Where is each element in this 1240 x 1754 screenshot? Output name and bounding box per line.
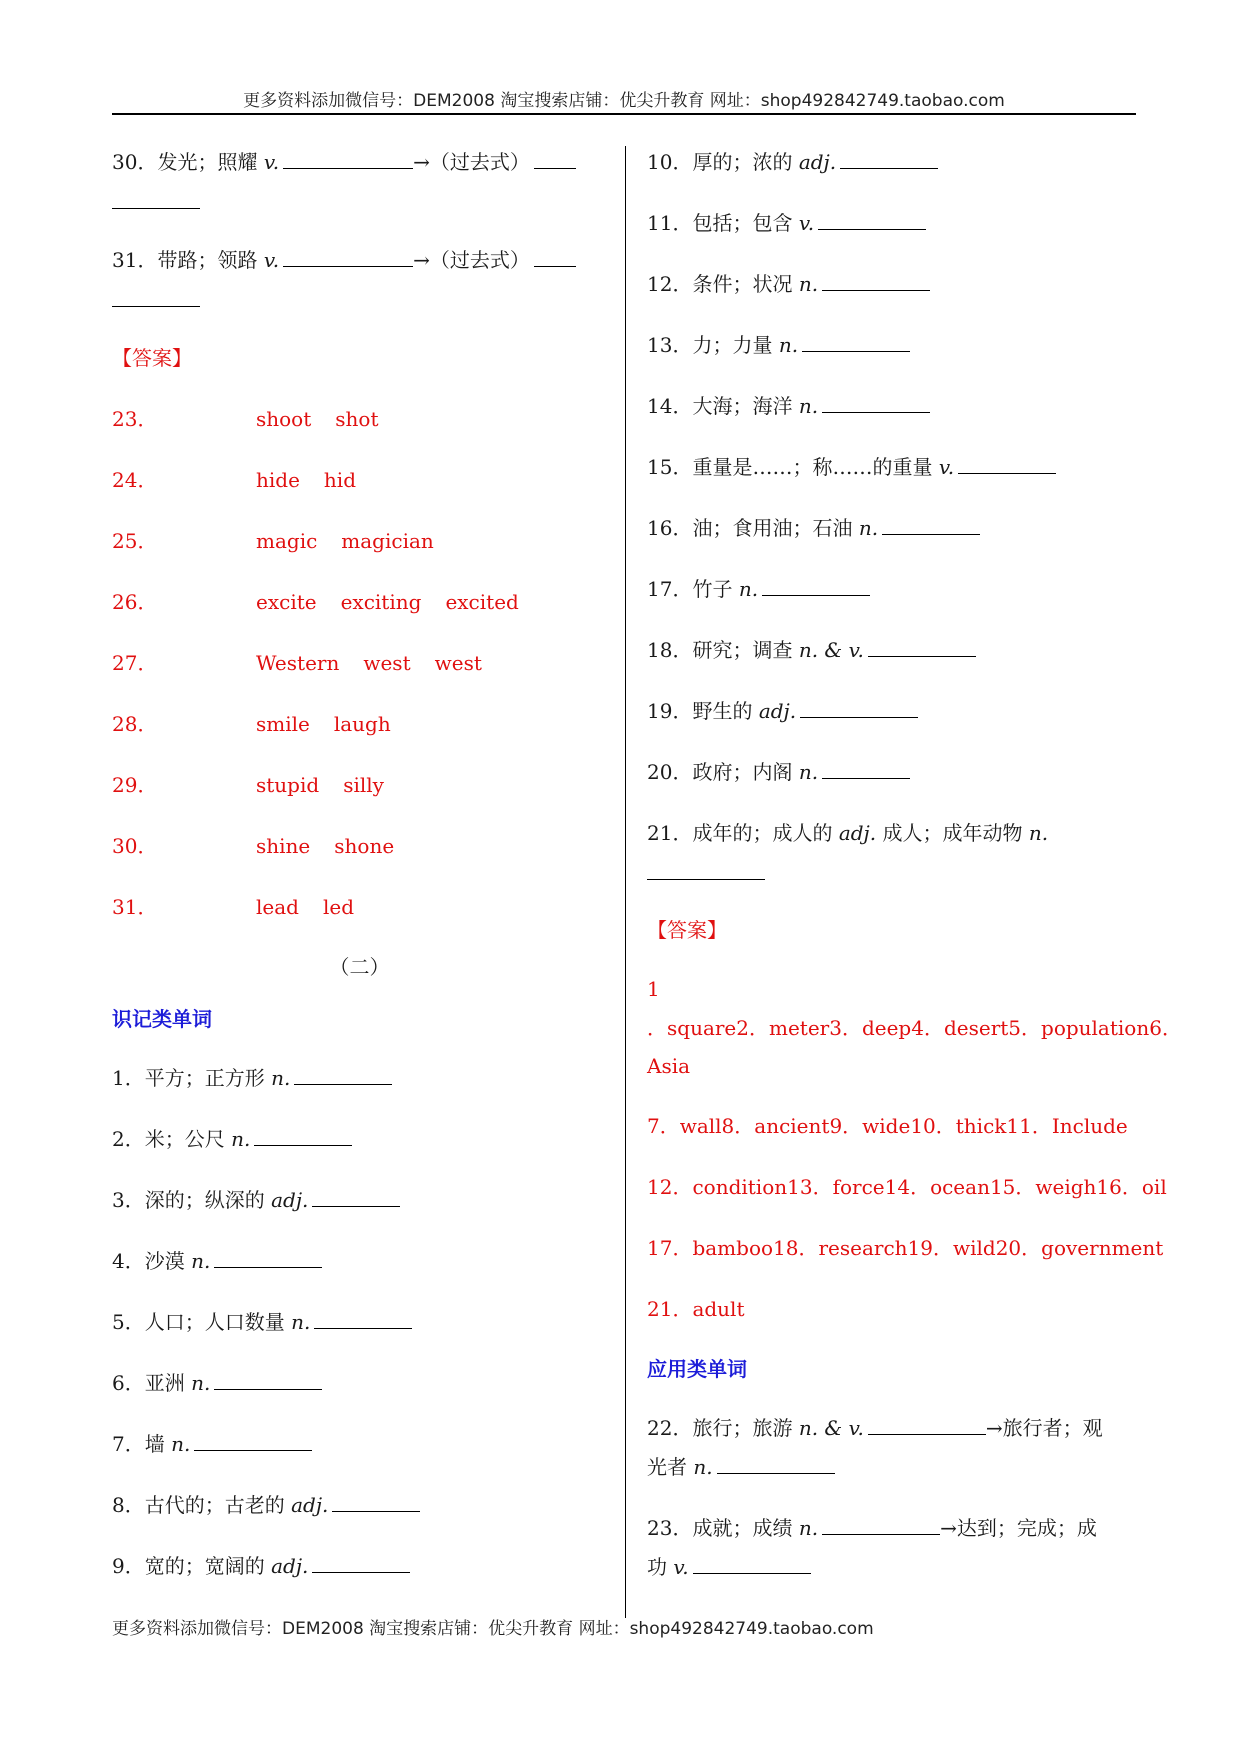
part-of-speech: v. bbox=[263, 248, 280, 272]
answer-blank[interactable] bbox=[822, 760, 910, 779]
question-number: 30． bbox=[112, 150, 158, 174]
vocab-item-22-continuation: 光者 n. bbox=[647, 1455, 835, 1479]
vocab-item: 10．厚的；浓的 adj. bbox=[647, 150, 938, 174]
answer-word: laugh bbox=[333, 712, 391, 736]
answer-blank[interactable] bbox=[332, 1493, 420, 1512]
answer-number: 29． bbox=[112, 773, 158, 797]
answer-label: 【答案】 bbox=[112, 346, 192, 370]
answer-blank[interactable] bbox=[882, 516, 980, 535]
answer-number: 28． bbox=[112, 712, 158, 736]
vocab-item-22: 22．旅行；旅游 n. & v. →旅行者；观 bbox=[647, 1416, 1103, 1440]
question-arrow-text: →（过去式） bbox=[413, 150, 530, 174]
question-text: 发光；照耀 bbox=[157, 150, 258, 174]
answer-word: excite bbox=[256, 590, 317, 614]
answer-blank[interactable] bbox=[312, 1554, 410, 1573]
answer-blank[interactable] bbox=[294, 1066, 392, 1085]
answer-blank[interactable] bbox=[534, 248, 576, 267]
vocab-item: 8．古代的；古老的 adj. bbox=[112, 1493, 420, 1517]
part-of-speech: v. bbox=[263, 150, 280, 174]
column-divider bbox=[625, 146, 626, 1618]
vocab-item: 2．米；公尺 n. bbox=[112, 1127, 352, 1151]
vocab-item-21-continuation bbox=[647, 861, 765, 885]
answer-word: led bbox=[322, 895, 355, 919]
vocab-item: 9．宽的；宽阔的 adj. bbox=[112, 1554, 410, 1578]
answer-word: west bbox=[363, 651, 411, 675]
answer-word: shoot bbox=[256, 407, 312, 431]
answer-blank[interactable] bbox=[693, 1555, 811, 1574]
answer-blank[interactable] bbox=[818, 211, 926, 230]
answer-word: excited bbox=[445, 590, 519, 614]
answer-line: 12．condition13．force14．ocean15．weigh16．oil bbox=[647, 1175, 1167, 1199]
answer-blank[interactable] bbox=[958, 455, 1056, 474]
vocab-item: 17．竹子 n. bbox=[647, 577, 870, 601]
header-rule bbox=[112, 113, 1136, 115]
vocab-item: 1．平方；正方形 n. bbox=[112, 1066, 392, 1090]
question-30-continuation bbox=[112, 190, 200, 214]
question-number: 31． bbox=[112, 248, 158, 272]
answer-blank[interactable] bbox=[840, 150, 938, 169]
answer-number: 31． bbox=[112, 895, 158, 919]
answer-blank[interactable] bbox=[283, 248, 413, 267]
answer-blank[interactable] bbox=[283, 150, 413, 169]
answer-word: stupid bbox=[256, 773, 320, 797]
answer-line: 7．wall8．ancient9．wide10．thick11．Include bbox=[647, 1114, 1128, 1138]
answer-line: Asia bbox=[647, 1054, 691, 1078]
answer-blank[interactable] bbox=[314, 1310, 412, 1329]
answer-blank[interactable] bbox=[647, 861, 765, 880]
answer-blank[interactable] bbox=[194, 1432, 312, 1451]
answer-blank[interactable] bbox=[534, 150, 576, 169]
answer-word: lead bbox=[256, 895, 299, 919]
vocab-item: 19．野生的 adj. bbox=[647, 699, 918, 723]
vocab-item: 12．条件；状况 n. bbox=[647, 272, 930, 296]
section-heading: 应用类单词 bbox=[647, 1357, 747, 1381]
answer-word: shot bbox=[335, 407, 379, 431]
answer-line: 17．bamboo18．research19．wild20．government bbox=[647, 1236, 1164, 1260]
answer-word: silly bbox=[343, 773, 384, 797]
answer-blank[interactable] bbox=[822, 272, 930, 291]
section-title: （二） bbox=[329, 955, 390, 979]
vocab-item: 5．人口；人口数量 n. bbox=[112, 1310, 412, 1334]
vocab-item: 18．研究；调查 n. & v. bbox=[647, 638, 976, 662]
answer-number: 27． bbox=[112, 651, 158, 675]
vocab-item: 14．大海；海洋 n. bbox=[647, 394, 930, 418]
answer-number: 23． bbox=[112, 407, 158, 431]
answer-number: 30． bbox=[112, 834, 158, 858]
answer-blank[interactable] bbox=[800, 699, 918, 718]
vocab-item: 16．油；食用油；石油 n. bbox=[647, 516, 980, 540]
answer-blank[interactable] bbox=[822, 1516, 940, 1535]
answer-blank[interactable] bbox=[254, 1127, 352, 1146]
page-footer: 更多资料添加微信号：DEM2008 淘宝搜索店铺：优尖升教育 网址：shop492842749.taobao.com bbox=[112, 1619, 874, 1639]
vocab-item: 15．重量是……；称……的重量 v. bbox=[647, 455, 1056, 479]
answer-blank[interactable] bbox=[802, 333, 910, 352]
answer-line: 21．adult bbox=[647, 1297, 745, 1321]
vocab-item: 4．沙漠 n. bbox=[112, 1249, 322, 1273]
answer-blank[interactable] bbox=[868, 1416, 986, 1435]
vocab-item: 20．政府；内阁 n. bbox=[647, 760, 910, 784]
question-30 bbox=[112, 150, 576, 174]
vocab-item: 11．包括；包含 v. bbox=[647, 211, 926, 235]
answer-blank[interactable] bbox=[214, 1249, 322, 1268]
answer-word: hid bbox=[323, 468, 357, 492]
answer-blank[interactable] bbox=[214, 1371, 322, 1390]
vocab-item-23-continuation: 功 v. bbox=[647, 1555, 811, 1579]
answer-word: west bbox=[434, 651, 482, 675]
answer-word: Western bbox=[256, 651, 340, 675]
vocab-item-21: 21．成年的；成人的 adj. 成人；成年动物 n. bbox=[647, 821, 1049, 845]
vocab-item: 6．亚洲 n. bbox=[112, 1371, 322, 1395]
answer-line: ．square2．meter3．deep4．desert5．population6． bbox=[647, 1016, 1182, 1040]
answer-label: 【答案】 bbox=[647, 918, 727, 942]
answer-blank[interactable] bbox=[112, 190, 200, 209]
answer-number: 24． bbox=[112, 468, 158, 492]
page-header: 更多资料添加微信号：DEM2008 淘宝搜索店铺：优尖升教育 网址：shop492842749.taobao.com bbox=[243, 91, 1005, 111]
question-31 bbox=[112, 248, 576, 272]
answer-word: shone bbox=[334, 834, 395, 858]
answer-word: smile bbox=[256, 712, 310, 736]
answer-blank[interactable] bbox=[112, 288, 200, 307]
vocab-item-23: 23．成就；成绩 n. →达到；完成；成 bbox=[647, 1516, 1097, 1540]
answer-blank[interactable] bbox=[312, 1188, 400, 1207]
vocab-item: 13．力；力量 n. bbox=[647, 333, 910, 357]
answer-blank[interactable] bbox=[762, 577, 870, 596]
answer-word: magician bbox=[341, 529, 434, 553]
question-text: 带路；领路 bbox=[157, 248, 258, 272]
answer-word: shine bbox=[256, 834, 311, 858]
vocab-item: 3．深的；纵深的 adj. bbox=[112, 1188, 400, 1212]
question-31-continuation bbox=[112, 288, 200, 312]
answer-word: magic bbox=[256, 529, 318, 553]
answer-line: 1 bbox=[647, 977, 660, 1001]
answer-number: 26． bbox=[112, 590, 158, 614]
vocab-item: 7．墙 n. bbox=[112, 1432, 312, 1456]
answer-blank[interactable] bbox=[822, 394, 930, 413]
answer-number: 25． bbox=[112, 529, 158, 553]
section-heading: 识记类单词 bbox=[112, 1007, 212, 1031]
answer-blank[interactable] bbox=[868, 638, 976, 657]
answer-word: exciting bbox=[340, 590, 422, 614]
answer-blank[interactable] bbox=[717, 1455, 835, 1474]
question-arrow-text: →（过去式） bbox=[413, 248, 530, 272]
answer-word: hide bbox=[256, 468, 300, 492]
